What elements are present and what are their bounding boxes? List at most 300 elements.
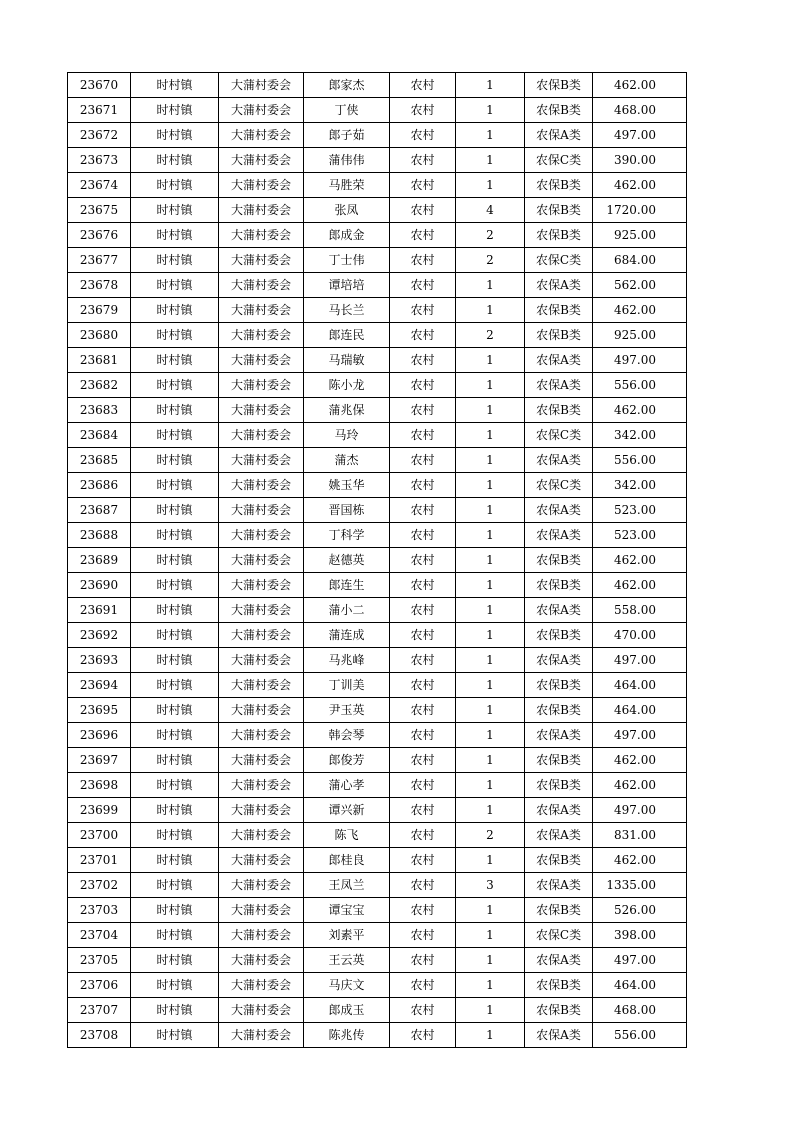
area-type-cell: 农村 [390, 998, 456, 1023]
town-cell: 时村镇 [131, 1023, 219, 1048]
table-row [68, 573, 687, 598]
table-row [68, 873, 687, 898]
household-count-cell: 4 [456, 198, 525, 223]
table-row [68, 773, 687, 798]
area-type-cell: 农村 [390, 873, 456, 898]
row-number-cell: 23671 [68, 98, 131, 123]
table-row [68, 473, 687, 498]
household-count-cell: 1 [456, 298, 525, 323]
insurance-class-cell: 农保A类 [525, 948, 593, 973]
area-type-cell: 农村 [390, 323, 456, 348]
table-row [68, 298, 687, 323]
town-cell: 时村镇 [131, 523, 219, 548]
amount-cell: 462.00 [593, 848, 687, 873]
table-row [68, 548, 687, 573]
village-committee-cell: 大蒲村委会 [219, 948, 304, 973]
town-cell: 时村镇 [131, 798, 219, 823]
name-cell: 王凤兰 [304, 873, 390, 898]
name-cell: 陈小龙 [304, 373, 390, 398]
area-type-cell: 农村 [390, 98, 456, 123]
row-number-cell: 23708 [68, 1023, 131, 1048]
table-row [68, 648, 687, 673]
village-committee-cell: 大蒲村委会 [219, 473, 304, 498]
row-number-cell: 23690 [68, 573, 131, 598]
insurance-class-cell: 农保B类 [525, 773, 593, 798]
insurance-class-cell: 农保A类 [525, 498, 593, 523]
village-committee-cell: 大蒲村委会 [219, 173, 304, 198]
table-row [68, 348, 687, 373]
household-count-cell: 2 [456, 323, 525, 348]
area-type-cell: 农村 [390, 373, 456, 398]
insurance-class-cell: 农保A类 [525, 373, 593, 398]
town-cell: 时村镇 [131, 673, 219, 698]
data-table [67, 72, 687, 1048]
area-type-cell: 农村 [390, 598, 456, 623]
household-count-cell: 1 [456, 998, 525, 1023]
name-cell: 刘素平 [304, 923, 390, 948]
town-cell: 时村镇 [131, 73, 219, 98]
amount-cell: 526.00 [593, 898, 687, 923]
village-committee-cell: 大蒲村委会 [219, 973, 304, 998]
village-committee-cell: 大蒲村委会 [219, 923, 304, 948]
household-count-cell: 1 [456, 523, 525, 548]
insurance-class-cell: 农保B类 [525, 298, 593, 323]
name-cell: 蒲兆保 [304, 398, 390, 423]
amount-cell: 523.00 [593, 523, 687, 548]
village-committee-cell: 大蒲村委会 [219, 773, 304, 798]
row-number-cell: 23677 [68, 248, 131, 273]
area-type-cell: 农村 [390, 223, 456, 248]
table-row [68, 448, 687, 473]
village-committee-cell: 大蒲村委会 [219, 423, 304, 448]
amount-cell: 556.00 [593, 373, 687, 398]
area-type-cell: 农村 [390, 698, 456, 723]
table-row [68, 498, 687, 523]
village-committee-cell: 大蒲村委会 [219, 148, 304, 173]
village-committee-cell: 大蒲村委会 [219, 873, 304, 898]
village-committee-cell: 大蒲村委会 [219, 373, 304, 398]
area-type-cell: 农村 [390, 498, 456, 523]
area-type-cell: 农村 [390, 773, 456, 798]
amount-cell: 342.00 [593, 423, 687, 448]
table-row [68, 273, 687, 298]
insurance-class-cell: 农保B类 [525, 548, 593, 573]
village-committee-cell: 大蒲村委会 [219, 348, 304, 373]
table-row [68, 723, 687, 748]
area-type-cell: 农村 [390, 923, 456, 948]
area-type-cell: 农村 [390, 473, 456, 498]
village-committee-cell: 大蒲村委会 [219, 198, 304, 223]
village-committee-cell: 大蒲村委会 [219, 723, 304, 748]
amount-cell: 462.00 [593, 748, 687, 773]
amount-cell: 462.00 [593, 773, 687, 798]
village-committee-cell: 大蒲村委会 [219, 98, 304, 123]
household-count-cell: 1 [456, 423, 525, 448]
name-cell: 晋国栋 [304, 498, 390, 523]
table-row [68, 998, 687, 1023]
village-committee-cell: 大蒲村委会 [219, 623, 304, 648]
name-cell: 丁科学 [304, 523, 390, 548]
village-committee-cell: 大蒲村委会 [219, 323, 304, 348]
area-type-cell: 农村 [390, 973, 456, 998]
area-type-cell: 农村 [390, 348, 456, 373]
row-number-cell: 23701 [68, 848, 131, 873]
amount-cell: 468.00 [593, 998, 687, 1023]
amount-cell: 462.00 [593, 173, 687, 198]
household-count-cell: 2 [456, 823, 525, 848]
row-number-cell: 23703 [68, 898, 131, 923]
household-count-cell: 1 [456, 98, 525, 123]
household-count-cell: 1 [456, 498, 525, 523]
town-cell: 时村镇 [131, 173, 219, 198]
amount-cell: 462.00 [593, 398, 687, 423]
household-count-cell: 1 [456, 923, 525, 948]
area-type-cell: 农村 [390, 523, 456, 548]
amount-cell: 556.00 [593, 1023, 687, 1048]
household-count-cell: 1 [456, 448, 525, 473]
name-cell: 马瑞敏 [304, 348, 390, 373]
town-cell: 时村镇 [131, 223, 219, 248]
amount-cell: 684.00 [593, 248, 687, 273]
town-cell: 时村镇 [131, 598, 219, 623]
town-cell: 时村镇 [131, 948, 219, 973]
name-cell: 郎成金 [304, 223, 390, 248]
name-cell: 王云英 [304, 948, 390, 973]
name-cell: 马兆峰 [304, 648, 390, 673]
area-type-cell: 农村 [390, 248, 456, 273]
household-count-cell: 1 [456, 573, 525, 598]
name-cell: 谭兴新 [304, 798, 390, 823]
town-cell: 时村镇 [131, 273, 219, 298]
household-count-cell: 1 [456, 773, 525, 798]
amount-cell: 464.00 [593, 973, 687, 998]
name-cell: 谭培培 [304, 273, 390, 298]
household-count-cell: 1 [456, 748, 525, 773]
insurance-class-cell: 农保A类 [525, 448, 593, 473]
insurance-class-cell: 农保B类 [525, 73, 593, 98]
name-cell: 马玲 [304, 423, 390, 448]
town-cell: 时村镇 [131, 473, 219, 498]
household-count-cell: 1 [456, 398, 525, 423]
row-number-cell: 23680 [68, 323, 131, 348]
row-number-cell: 23706 [68, 973, 131, 998]
row-number-cell: 23682 [68, 373, 131, 398]
insurance-class-cell: 农保B类 [525, 98, 593, 123]
table-body [68, 73, 687, 1048]
amount-cell: 462.00 [593, 548, 687, 573]
insurance-class-cell: 农保B类 [525, 998, 593, 1023]
area-type-cell: 农村 [390, 273, 456, 298]
amount-cell: 464.00 [593, 698, 687, 723]
insurance-class-cell: 农保B类 [525, 198, 593, 223]
insurance-class-cell: 农保B类 [525, 848, 593, 873]
insurance-class-cell: 农保B类 [525, 323, 593, 348]
village-committee-cell: 大蒲村委会 [219, 398, 304, 423]
area-type-cell: 农村 [390, 723, 456, 748]
table-row [68, 823, 687, 848]
area-type-cell: 农村 [390, 823, 456, 848]
name-cell: 姚玉华 [304, 473, 390, 498]
insurance-class-cell: 农保A类 [525, 273, 593, 298]
village-committee-cell: 大蒲村委会 [219, 673, 304, 698]
village-committee-cell: 大蒲村委会 [219, 798, 304, 823]
amount-cell: 1335.00 [593, 873, 687, 898]
row-number-cell: 23700 [68, 823, 131, 848]
village-committee-cell: 大蒲村委会 [219, 748, 304, 773]
amount-cell: 925.00 [593, 323, 687, 348]
insurance-class-cell: 农保B类 [525, 698, 593, 723]
row-number-cell: 23684 [68, 423, 131, 448]
village-committee-cell: 大蒲村委会 [219, 823, 304, 848]
row-number-cell: 23685 [68, 448, 131, 473]
household-count-cell: 1 [456, 273, 525, 298]
insurance-class-cell: 农保A类 [525, 523, 593, 548]
amount-cell: 462.00 [593, 298, 687, 323]
amount-cell: 523.00 [593, 498, 687, 523]
row-number-cell: 23673 [68, 148, 131, 173]
name-cell: 郎子茹 [304, 123, 390, 148]
household-count-cell: 1 [456, 698, 525, 723]
area-type-cell: 农村 [390, 398, 456, 423]
town-cell: 时村镇 [131, 448, 219, 473]
village-committee-cell: 大蒲村委会 [219, 573, 304, 598]
amount-cell: 1720.00 [593, 198, 687, 223]
amount-cell: 831.00 [593, 823, 687, 848]
village-committee-cell: 大蒲村委会 [219, 698, 304, 723]
town-cell: 时村镇 [131, 548, 219, 573]
row-number-cell: 23676 [68, 223, 131, 248]
insurance-class-cell: 农保A类 [525, 648, 593, 673]
name-cell: 陈兆传 [304, 1023, 390, 1048]
town-cell: 时村镇 [131, 148, 219, 173]
table-row [68, 923, 687, 948]
table-row [68, 173, 687, 198]
town-cell: 时村镇 [131, 748, 219, 773]
village-committee-cell: 大蒲村委会 [219, 648, 304, 673]
area-type-cell: 农村 [390, 1023, 456, 1048]
row-number-cell: 23692 [68, 623, 131, 648]
table-row [68, 673, 687, 698]
town-cell: 时村镇 [131, 923, 219, 948]
row-number-cell: 23696 [68, 723, 131, 748]
town-cell: 时村镇 [131, 823, 219, 848]
row-number-cell: 23681 [68, 348, 131, 373]
insurance-class-cell: 农保A类 [525, 823, 593, 848]
village-committee-cell: 大蒲村委会 [219, 848, 304, 873]
area-type-cell: 农村 [390, 648, 456, 673]
amount-cell: 556.00 [593, 448, 687, 473]
household-count-cell: 2 [456, 223, 525, 248]
table-row [68, 423, 687, 448]
row-number-cell: 23694 [68, 673, 131, 698]
amount-cell: 462.00 [593, 573, 687, 598]
name-cell: 马长兰 [304, 298, 390, 323]
area-type-cell: 农村 [390, 448, 456, 473]
table-row [68, 1023, 687, 1048]
insurance-class-cell: 农保C类 [525, 423, 593, 448]
insurance-class-cell: 农保A类 [525, 1023, 593, 1048]
row-number-cell: 23687 [68, 498, 131, 523]
village-committee-cell: 大蒲村委会 [219, 523, 304, 548]
village-committee-cell: 大蒲村委会 [219, 448, 304, 473]
town-cell: 时村镇 [131, 898, 219, 923]
table-row [68, 73, 687, 98]
row-number-cell: 23683 [68, 398, 131, 423]
table-row [68, 898, 687, 923]
household-count-cell: 1 [456, 1023, 525, 1048]
household-count-cell: 1 [456, 548, 525, 573]
row-number-cell: 23697 [68, 748, 131, 773]
insurance-class-cell: 农保C类 [525, 473, 593, 498]
household-count-cell: 3 [456, 873, 525, 898]
town-cell: 时村镇 [131, 498, 219, 523]
area-type-cell: 农村 [390, 148, 456, 173]
row-number-cell: 23672 [68, 123, 131, 148]
town-cell: 时村镇 [131, 323, 219, 348]
area-type-cell: 农村 [390, 298, 456, 323]
amount-cell: 925.00 [593, 223, 687, 248]
household-count-cell: 1 [456, 123, 525, 148]
household-count-cell: 1 [456, 898, 525, 923]
village-committee-cell: 大蒲村委会 [219, 548, 304, 573]
name-cell: 张凤 [304, 198, 390, 223]
household-count-cell: 1 [456, 723, 525, 748]
row-number-cell: 23695 [68, 698, 131, 723]
row-number-cell: 23686 [68, 473, 131, 498]
table-row [68, 398, 687, 423]
name-cell: 蒲小二 [304, 598, 390, 623]
row-number-cell: 23688 [68, 523, 131, 548]
row-number-cell: 23679 [68, 298, 131, 323]
insurance-class-cell: 农保B类 [525, 623, 593, 648]
village-committee-cell: 大蒲村委会 [219, 498, 304, 523]
amount-cell: 558.00 [593, 598, 687, 623]
village-committee-cell: 大蒲村委会 [219, 73, 304, 98]
name-cell: 郎桂良 [304, 848, 390, 873]
amount-cell: 462.00 [593, 73, 687, 98]
table-row [68, 598, 687, 623]
area-type-cell: 农村 [390, 423, 456, 448]
household-count-cell: 1 [456, 798, 525, 823]
household-count-cell: 1 [456, 473, 525, 498]
household-count-cell: 1 [456, 948, 525, 973]
name-cell: 尹玉英 [304, 698, 390, 723]
table-row [68, 948, 687, 973]
household-count-cell: 1 [456, 623, 525, 648]
area-type-cell: 农村 [390, 173, 456, 198]
household-count-cell: 1 [456, 648, 525, 673]
name-cell: 谭宝宝 [304, 898, 390, 923]
insurance-class-cell: 农保B类 [525, 573, 593, 598]
town-cell: 时村镇 [131, 98, 219, 123]
amount-cell: 342.00 [593, 473, 687, 498]
row-number-cell: 23698 [68, 773, 131, 798]
row-number-cell: 23678 [68, 273, 131, 298]
town-cell: 时村镇 [131, 123, 219, 148]
insurance-class-cell: 农保B类 [525, 173, 593, 198]
household-count-cell: 1 [456, 148, 525, 173]
insurance-class-cell: 农保B类 [525, 398, 593, 423]
name-cell: 韩会琴 [304, 723, 390, 748]
area-type-cell: 农村 [390, 198, 456, 223]
area-type-cell: 农村 [390, 123, 456, 148]
name-cell: 郎连生 [304, 573, 390, 598]
town-cell: 时村镇 [131, 198, 219, 223]
area-type-cell: 农村 [390, 748, 456, 773]
insurance-class-cell: 农保C类 [525, 923, 593, 948]
row-number-cell: 23674 [68, 173, 131, 198]
area-type-cell: 农村 [390, 73, 456, 98]
table-row [68, 198, 687, 223]
town-cell: 时村镇 [131, 248, 219, 273]
insurance-class-cell: 农保C类 [525, 248, 593, 273]
name-cell: 郎家杰 [304, 73, 390, 98]
village-committee-cell: 大蒲村委会 [219, 273, 304, 298]
insurance-class-cell: 农保A类 [525, 723, 593, 748]
area-type-cell: 农村 [390, 798, 456, 823]
table-row [68, 223, 687, 248]
table-row [68, 848, 687, 873]
village-committee-cell: 大蒲村委会 [219, 248, 304, 273]
row-number-cell: 23707 [68, 998, 131, 1023]
town-cell: 时村镇 [131, 973, 219, 998]
amount-cell: 497.00 [593, 123, 687, 148]
town-cell: 时村镇 [131, 773, 219, 798]
name-cell: 蒲连成 [304, 623, 390, 648]
table-row [68, 748, 687, 773]
row-number-cell: 23675 [68, 198, 131, 223]
table-row [68, 98, 687, 123]
name-cell: 赵德英 [304, 548, 390, 573]
household-count-cell: 1 [456, 348, 525, 373]
row-number-cell: 23670 [68, 73, 131, 98]
amount-cell: 497.00 [593, 798, 687, 823]
amount-cell: 470.00 [593, 623, 687, 648]
name-cell: 蒲心孝 [304, 773, 390, 798]
name-cell: 马胜荣 [304, 173, 390, 198]
name-cell: 郎成玉 [304, 998, 390, 1023]
village-committee-cell: 大蒲村委会 [219, 998, 304, 1023]
name-cell: 蒲杰 [304, 448, 390, 473]
town-cell: 时村镇 [131, 373, 219, 398]
row-number-cell: 23693 [68, 648, 131, 673]
table-row [68, 373, 687, 398]
village-committee-cell: 大蒲村委会 [219, 123, 304, 148]
area-type-cell: 农村 [390, 948, 456, 973]
amount-cell: 497.00 [593, 648, 687, 673]
amount-cell: 497.00 [593, 948, 687, 973]
table-row [68, 323, 687, 348]
village-committee-cell: 大蒲村委会 [219, 1023, 304, 1048]
insurance-class-cell: 农保A类 [525, 598, 593, 623]
household-count-cell: 1 [456, 173, 525, 198]
table-row [68, 123, 687, 148]
household-count-cell: 1 [456, 373, 525, 398]
table-row [68, 623, 687, 648]
insurance-class-cell: 农保C类 [525, 148, 593, 173]
amount-cell: 562.00 [593, 273, 687, 298]
name-cell: 丁侠 [304, 98, 390, 123]
amount-cell: 390.00 [593, 148, 687, 173]
village-committee-cell: 大蒲村委会 [219, 598, 304, 623]
amount-cell: 468.00 [593, 98, 687, 123]
table-row [68, 148, 687, 173]
insurance-class-cell: 农保B类 [525, 748, 593, 773]
row-number-cell: 23702 [68, 873, 131, 898]
insurance-class-cell: 农保B类 [525, 973, 593, 998]
household-count-cell: 1 [456, 973, 525, 998]
amount-cell: 398.00 [593, 923, 687, 948]
